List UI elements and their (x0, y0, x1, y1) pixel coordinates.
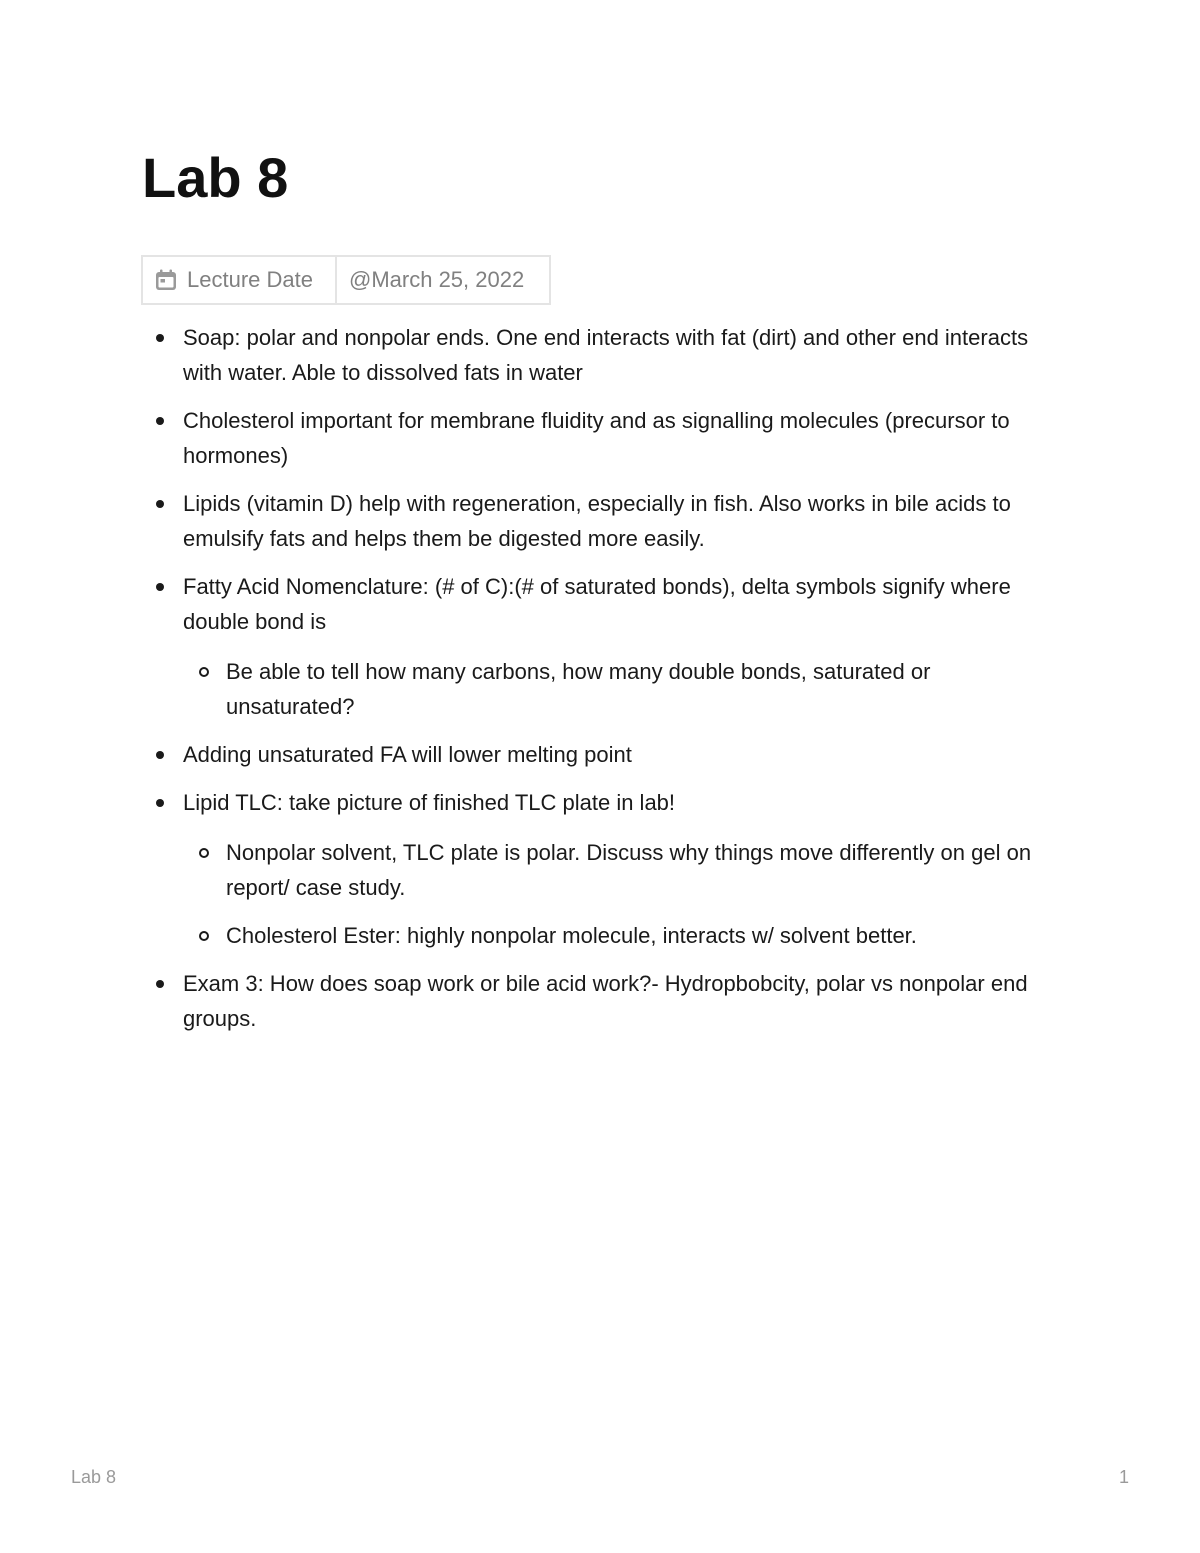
notes-list (142, 320, 1062, 1049)
list-item (142, 320, 1062, 390)
lecture-date-label: Lecture Date (187, 267, 313, 292)
footer-page-number: 1 (1118, 1467, 1129, 1487)
list-item-text: Cholesterol important for membrane fluidity and as signalling molecules (precursor to hormones) (183, 408, 1010, 468)
sub-list (183, 835, 1062, 953)
list-item (142, 737, 1062, 772)
bullet-icon (156, 799, 164, 807)
list-item (142, 486, 1062, 556)
list-item (142, 403, 1062, 473)
list-item (142, 569, 1062, 724)
properties-table (141, 255, 551, 305)
sub-list-item-text: Cholesterol Ester: highly nonpolar molecule, interacts w/ solvent better. (226, 923, 917, 948)
page-title: Lab 8 (142, 146, 289, 209)
sub-list-item-text: Be able to tell how many carbons, how many double bonds, saturated or unsaturated? (226, 659, 931, 719)
bullet-icon (156, 751, 164, 759)
sub-list-item-text: Nonpolar solvent, TLC plate is polar. Discuss why things move differently on gel on report/ case study. (226, 840, 1032, 900)
sub-list-item (183, 835, 1062, 905)
property-label (155, 267, 323, 293)
list-item (142, 966, 1062, 1036)
sub-list (183, 654, 1062, 724)
property-label-cell (142, 256, 336, 304)
bullet-icon (156, 334, 164, 342)
list-item-text: Lipid TLC: take picture of finished TLC plate in lab! (183, 790, 676, 815)
bullet-icon (156, 583, 164, 591)
sub-list-item (183, 918, 1062, 953)
bullet-icon (156, 417, 164, 425)
property-row-lecture-date (142, 256, 550, 304)
list-item-text: Exam 3: How does soap work or bile acid work?- Hydropbobcity, polar vs nonpolar end groups. (183, 971, 1028, 1031)
list-item-text: Lipids (vitamin D) help with regeneration, especially in fish. Also works in bile acids to emulsify fats and helps them be digested more easily. (183, 491, 1011, 551)
hollow-bullet-icon (199, 848, 209, 858)
footer-document-title: Lab 8 (71, 1467, 117, 1487)
bullet-icon (156, 980, 164, 988)
lecture-date-value[interactable]: @March 25, 2022 (336, 256, 550, 304)
bullet-icon (156, 500, 164, 508)
sub-list-item (183, 654, 1062, 724)
list-item-text: Soap: polar and nonpolar ends. One end interacts with fat (dirt) and other end interacts with water. Able to dissolved fats in water (183, 325, 1029, 385)
calendar-icon (155, 269, 177, 291)
hollow-bullet-icon (199, 931, 209, 941)
list-item (142, 785, 1062, 953)
list-item-text: Fatty Acid Nomenclature: (# of C):(# of saturated bonds), delta symbols signify where double bond is (183, 574, 1011, 634)
list-item-text: Adding unsaturated FA will lower melting point (183, 742, 632, 767)
hollow-bullet-icon (199, 667, 209, 677)
